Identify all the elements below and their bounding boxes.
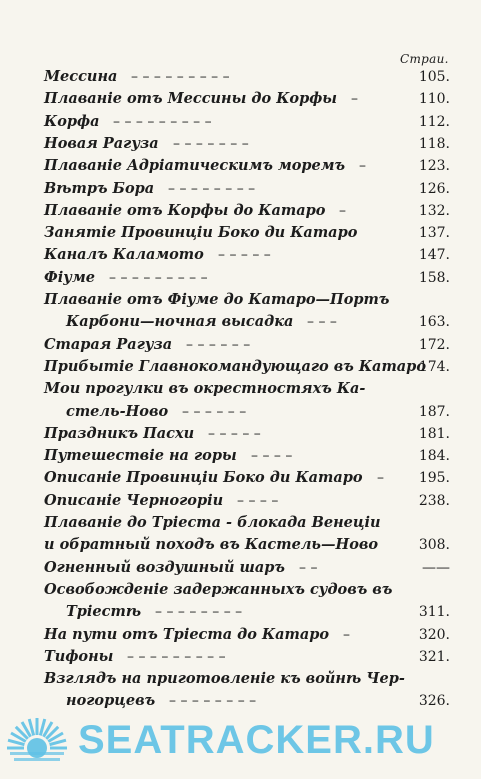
entry-page-number: ——	[422, 559, 450, 576]
leader-dashes: –	[377, 470, 384, 487]
leader-dashes: – – –	[307, 314, 337, 331]
entry-page-number: 187.	[418, 403, 450, 420]
contents-entry	[44, 646, 450, 668]
entry-title: Описаніе Провинціи Боко ди Катаро	[44, 469, 363, 487]
entry-page-number: 238.	[418, 492, 450, 509]
entry-page-number: 308.	[418, 537, 450, 554]
entry-page-number: 105.	[418, 69, 450, 85]
entry-page-number: 174.	[418, 358, 450, 375]
entry-page-number: 158.	[418, 269, 450, 286]
leader-dashes: – – – – – – – –	[169, 693, 257, 710]
entry-page-number: 172.	[418, 336, 450, 353]
contents-entry	[44, 88, 450, 110]
entry-title: Плаваніе отъ Корфы до Катаро	[44, 201, 326, 219]
leader-dashes: – – – – – – – – –	[109, 269, 208, 286]
leader-dashes: – – – – – – – –	[155, 604, 243, 621]
entry-page-number: 147.	[418, 247, 450, 264]
entry-title: Вѣтръ Бора	[44, 179, 155, 197]
contents-entry	[44, 155, 450, 177]
entry-title: Взглядъ на приготовленіе къ войнѣ Чер-	[44, 670, 405, 688]
contents-entry	[44, 356, 450, 378]
entry-title: и обратный походъ въ Кастель—Ново	[44, 536, 379, 554]
contents-entry	[44, 490, 450, 512]
entry-page-number: 163.	[418, 314, 450, 331]
leader-dashes: – – – – – –	[182, 403, 247, 420]
page-column-header: Страи.	[400, 52, 449, 66]
contents-entry	[44, 378, 450, 400]
leader-dashes: –	[351, 91, 358, 108]
entry-page-number: 184.	[418, 448, 450, 465]
entry-page-number: 195.	[418, 470, 450, 487]
leader-dashes: – – – –	[251, 448, 293, 465]
contents-entry	[44, 222, 450, 244]
contents-entry	[44, 423, 450, 445]
entry-title: Корфа	[44, 112, 100, 130]
contents-entry	[44, 200, 450, 222]
entry-page-number: 126.	[418, 180, 450, 197]
contents-entry	[44, 467, 450, 489]
entry-title: На пути отъ Тріеста до Катаро	[44, 625, 330, 643]
watermark-text: SEATRACKER.RU	[78, 718, 435, 762]
entry-page-number: 112.	[418, 113, 450, 130]
entry-title: Занятіе Провинціи Боко ди Катаро	[44, 224, 358, 242]
entry-title: Праздникъ Пасхи	[44, 424, 195, 442]
entry-title: Каналъ Каламото	[44, 246, 204, 264]
contents-entry	[44, 557, 450, 579]
contents-entry	[44, 690, 450, 712]
entry-title: Прибытіе Главнокомандующаго въ Катаро	[44, 357, 426, 375]
entry-page-number: 137.	[418, 225, 450, 242]
entry-title: Мои прогулки въ окрестностяхъ Ка-	[44, 380, 366, 398]
entry-title: Карбони—ночная высадка	[66, 313, 294, 331]
entry-page-number: 311.	[418, 604, 450, 621]
entry-title: Огненный воздушный шаръ	[44, 558, 285, 576]
contents-entry	[44, 445, 450, 467]
entry-title: Путешествіе на горы	[44, 447, 237, 465]
entry-title: Мессина	[44, 68, 118, 85]
leader-dashes: – – – – –	[218, 247, 271, 264]
contents-entry	[44, 579, 450, 601]
contents-entry	[44, 66, 450, 88]
leader-dashes: – – – – – – – – –	[127, 648, 226, 665]
entry-title: Тифоны	[44, 647, 114, 665]
entry-title: Описаніе Черногоріи	[44, 491, 224, 509]
entry-page-number: 326.	[418, 693, 450, 710]
contents-entry	[44, 624, 450, 646]
contents-entry	[44, 311, 450, 333]
entry-title: Новая Рагуза	[44, 134, 159, 152]
leader-dashes: –	[343, 626, 350, 643]
leader-dashes: – – – –	[237, 492, 279, 509]
leader-dashes: – – – – – – – –	[168, 180, 256, 197]
contents-entry	[44, 111, 450, 133]
entry-page-number: 118.	[418, 135, 450, 152]
entry-title: Плаваніе отъ Фіуме до Катаро—Портъ	[44, 291, 390, 308]
contents-entry	[44, 401, 450, 423]
entry-page-number: 321.	[418, 648, 450, 665]
leader-dashes: – – – – – – – – –	[131, 69, 230, 85]
entry-title: Старая Рагуза	[44, 335, 173, 353]
contents-entry	[44, 267, 450, 289]
leader-dashes: – –	[299, 559, 318, 576]
leader-dashes: –	[359, 158, 366, 175]
entry-page-number: 320.	[418, 626, 450, 643]
contents-entry	[44, 601, 450, 623]
entry-title: Тріестѣ	[66, 603, 142, 621]
leader-dashes: – – – – –	[208, 425, 261, 442]
entry-title: Освобожденіе задержанныхъ судовъ въ	[44, 580, 393, 598]
contents-entry	[44, 534, 450, 556]
contents-entry	[44, 668, 450, 690]
entry-title: Плаваніе до Тріеста - блокада Венеціи	[44, 514, 381, 531]
contents-entry	[44, 334, 450, 356]
entry-title: ногорцевъ	[66, 692, 156, 710]
contents-entry	[44, 289, 450, 311]
contents-entry	[44, 133, 450, 155]
entry-page-number: 110.	[418, 91, 450, 108]
entry-page-number: 132.	[418, 202, 450, 219]
entry-title: Фіуме	[44, 268, 95, 286]
leader-dashes: – – – – – – –	[173, 135, 249, 152]
sun-logo-icon	[2, 708, 72, 768]
entry-title: Плаваніе Адріатическимъ моремъ	[44, 157, 346, 175]
entry-page-number: 181.	[418, 425, 450, 442]
entry-title: Плаваніе отъ Мессины до Корфы	[44, 90, 338, 108]
leader-dashes: –	[339, 202, 346, 219]
entry-page-number: 123.	[418, 158, 450, 175]
contents-entry	[44, 512, 450, 534]
leader-dashes: – – – – – – – – –	[113, 113, 212, 130]
entry-title: стель-Ново	[66, 402, 169, 420]
contents-entry	[44, 244, 450, 266]
contents-entry	[44, 178, 450, 200]
leader-dashes: – – – – – –	[186, 336, 251, 353]
